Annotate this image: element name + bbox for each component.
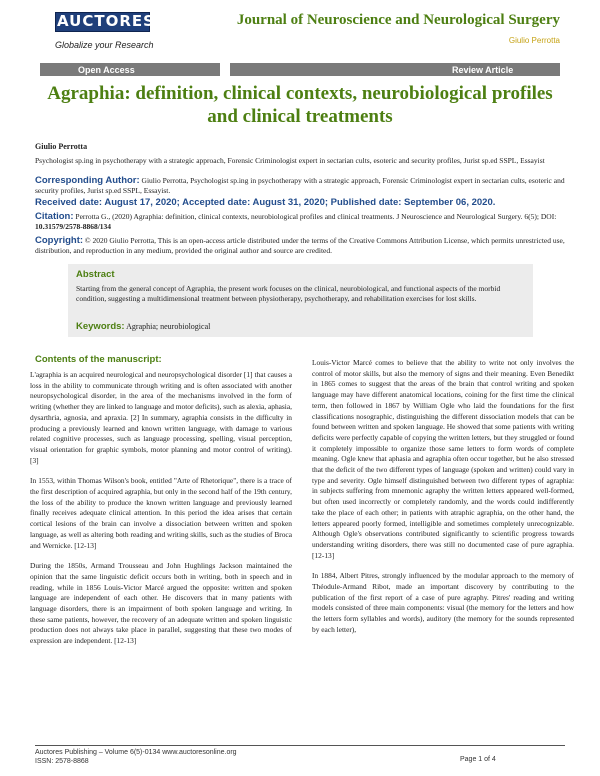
- keywords-label: Keywords:: [76, 321, 125, 332]
- citation: [35, 212, 565, 232]
- article-type-label: Review Article: [452, 65, 514, 75]
- body-column-left: [30, 370, 292, 657]
- footer-issn: ISSN: 2578-8868: [35, 758, 89, 765]
- doi-link[interactable]: 10.31579/2578-8868/134: [35, 222, 112, 231]
- body-paragraph: In 1884, Albert Pitres, strongly influenced by the modular approach to the memory of Théodule-Armand Ribot, made an important discovery by contributing to the publication of the first report of a case of pure agraphy. Pitres' reading and writing models consisted of three main components: visual (the memory for the letters and how the letters form syllables and words), auditory (the memory for the sounds represented by each letter),: [312, 571, 574, 634]
- keywords: [76, 321, 210, 332]
- open-access-label: Open Access: [78, 65, 135, 75]
- page-number: Page 1 of 4: [460, 756, 496, 763]
- corresponding-text: Giulio Perrotta, Psychologist sp.ing in psychotherapy with a strategic approach, Forensic Criminologist expert in sectarian cults, esoteric and security profiles, Jurist sp.ed SSPL, Essayist.: [35, 176, 565, 195]
- publisher-logo-text: AUCTORES: [57, 12, 155, 30]
- footer-divider: [35, 745, 565, 746]
- corresponding-author: [35, 176, 565, 196]
- abstract-heading: Abstract: [76, 269, 115, 280]
- author-affiliation: Psychologist sp.ing in psychotherapy with a strategic approach, Forensic Criminologist expert in sectarian cults, esoteric and security profiles, Jurist sp.ed SSPL, Essayist: [35, 156, 545, 165]
- body-paragraph: Louis-Victor Marcé comes to believe that the ability to write not only involves the control of motor skills, but also the memory of signs and their meaning. Even Benedikt in 1865 comes to suggest that the areas of the brain that control writing and spoken language may have different anatomical locations, coining for the first time the clinical term, then followed in 1867 by William Ogle who laid the foundations for the first classifications nosographic, distinguishing the different dissociation models that can be found between written and spoken language. He showed that some patients with writing deficits were perfectly capable of copying the written letters, but they struggled or found it completely impossible to organize those same letters to form words of complete meaning. Ogle knew that aphasia and agraphia often occur together, but he also stressed that the deficit of the two different types of language (spoken and written) could vary in type and severity. Ogle himself distinguished between two different types of agraphia: in subjects suffering from mnemonic agraphy the written letters appeared well-formed, but often used incorrectly or completely randomly, and the words could indifferently take the place of each other; in patients with atraphic agraphia, on the other hand, the letters appeared poorly formed, intelligible and sometimes completely unrecognizable. Although Ogle's observations contributed significantly to scientific progress towards understanding writing disorders, there was still no documented case of pure agraphia. [12-13]: [312, 358, 574, 560]
- author-name: Giulio Perrotta: [35, 142, 88, 151]
- abstract-text: Starting from the general concept of Agraphia, the present work focuses on the clinical, neurobiological, and functional aspects of the morbid condition, suggesting a multidimensional treatment between physiotherapy, psychotherapy, and rehabilitation exercises for lost skills.: [76, 284, 501, 303]
- keywords-text: Agraphia; neurobiological: [126, 322, 211, 331]
- publisher-tagline: Globalize your Research: [55, 40, 154, 50]
- copyright-text: © 2020 Giulio Perrotta, This is an open-access article distributed under the terms of the Creative Commons Attribution License, which permits unrestricted use, distribution, and reproduction in any medium, provided the original author and source are credited.: [35, 236, 565, 255]
- body-paragraph: During the 1850s, Armand Trousseau and John Hughlings Jackson maintained the opinion that the same linguistic deficit occurs both in writing, both in speech and in reading, while in 1856 Louis-Victor Marcé argued the opposite: written and spoken language are independent of each other. He discovers that in many patients with language disorders, there is an impairment of both spoken language and writing. In these same patients, however, the recovery of an adequate written and spoken linguistic production does not always take place in parallel, suggesting that these two modes of expression are independent. [12-13]: [30, 561, 292, 646]
- copyright-label: Copyright:: [35, 235, 84, 246]
- journal-title: Journal of Neuroscience and Neurological Surgery: [236, 12, 560, 28]
- article-title: Agraphia: definition, clinical contexts, neurobiological profiles and clinical treatments: [47, 83, 553, 127]
- article-dates: Received date: August 17, 2020; Accepted date: August 31, 2020; Published date: September 06, 2020.: [35, 197, 496, 208]
- corresponding-label: Corresponding Author:: [35, 175, 140, 186]
- footer-publisher: [35, 748, 237, 766]
- citation-text: Perrotta G., (2020) Agraphia: definition, clinical contexts, neurobiological profiles and clinical treatments. J Neuroscience and Neurological Surgery. 6(5); DOI:: [75, 212, 557, 221]
- contents-heading: Contents of the manuscript:: [35, 354, 162, 365]
- body-paragraph: In 1553, within Thomas Wilson's book, entitled "Arte of Rhetorique", there is a trace of the first description of acquired agraphia, but only in the second half of the 19th century, the loss of the ability to produce the known written language and previously learned finally receives adequate clinical attention. In this period the idea arises that certain cortical lesions of the brain can involve a dissociation between written and spoken language, as well as altering both reading and writing skills, such as the studies of Broca and Wernicke. [12-13]: [30, 476, 292, 550]
- footer-volume: Auctores Publishing – Volume 6(5)-0134 www.auctoresonline.org: [35, 749, 237, 756]
- journal-header-author: Giulio Perrotta: [508, 36, 560, 45]
- copyright: [35, 236, 565, 256]
- citation-label: Citation:: [35, 211, 74, 222]
- body-column-right: [312, 358, 574, 646]
- body-paragraph: L'agraphia is an acquired neurological and neuropsychological disorder [1] that causes a loss in the ability to communicate through writing and is often associated with another neuropsychological disorder, in the area of the mechanisms involved in the form of writing (whether they are linked to language and motor deficits), such as alexia, aphasia, dysarthria, agnosia, and apraxia. [2] In summary, agraphia consists in the difficulty in producing a previously learned and known written language, with damage to various related cognitive processes, such as language processing, spelling, visual perception, visual orientation for graphic symbols, motor planning and motor control of writing). [3]: [30, 370, 292, 465]
